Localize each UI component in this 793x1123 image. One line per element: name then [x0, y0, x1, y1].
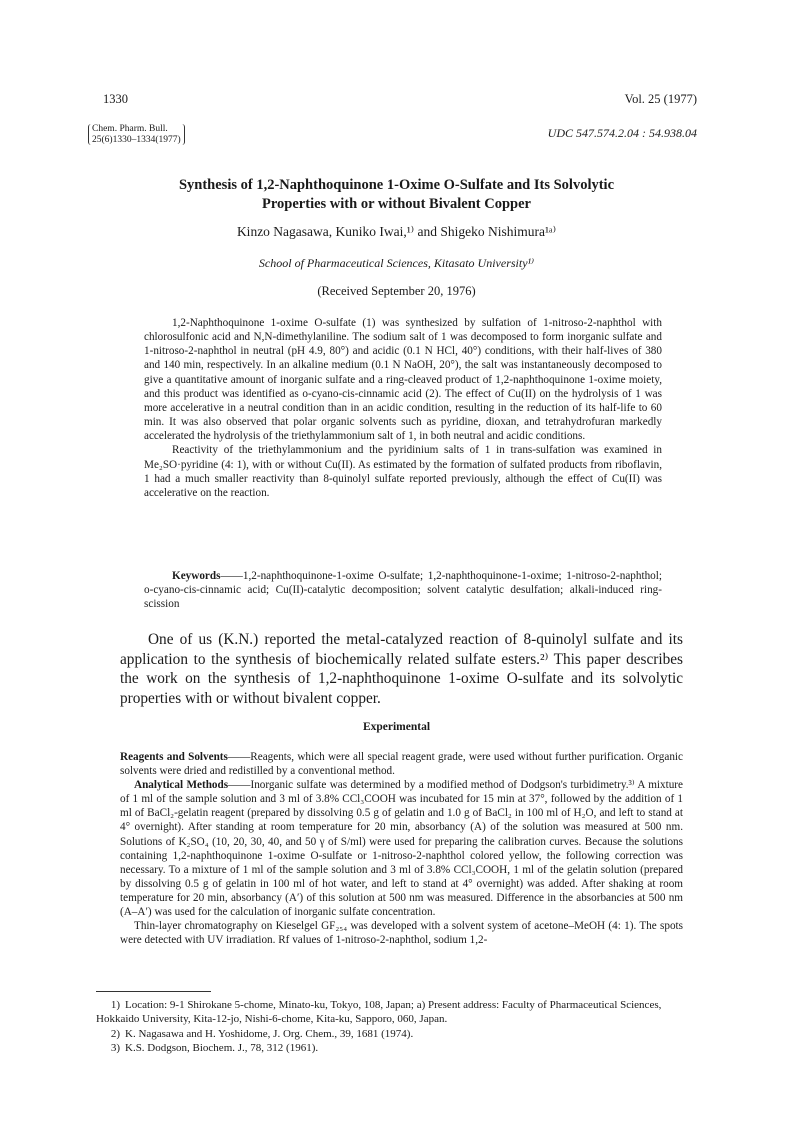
abstract: [144, 316, 662, 500]
volume-label: Vol. 25 (1977): [624, 92, 697, 106]
authors: Kinzo Nagasawa, Kuniko Iwai,¹⁾ and Shigeko Nishimura¹ᵃ⁾: [236, 224, 557, 239]
abstract-paragraph-2: Reactivity of the triethylammonium and the pyridinium salts of 1 in trans-sulfation was examined in Me₂SO·pyridine (4: 1), with or without Cu(II). As estimated by the formation of sulfated products from riboflavin, 1 had a much smaller reactivity than 8-quinolyl sulfate reported previously, although the effect of Cu(II) was accelerative on the reaction.: [144, 444, 662, 499]
section-heading-experimental: Experimental: [362, 721, 431, 733]
udc-code: UDC 547.574.2.04 : 54.938.04: [547, 126, 697, 140]
article-title: [110, 176, 683, 214]
keywords-list: ——1,2-naphthoquinone-1-oxime O-sulfate; 1,2-naphthoquinone-1-oxime; 1-nitroso-2-naphthol; o-cyano-cis-cinnamic acid; Cu(II)-catalytic decomposition; solvent catalytic desulfation; alkali-induced ring-scission: [144, 570, 662, 611]
footnote-text: K. Nagasawa and H. Yoshidome, J. Org. Chem., 39, 1681 (1974).: [125, 1027, 414, 1040]
footnote-text: K.S. Dodgson, Biochem. J., 78, 312 (1961).: [125, 1041, 319, 1054]
keywords-label: Keywords: [172, 570, 221, 582]
introduction: One of us (K.N.) reported the metal-catalyzed reaction of 8-quinolyl sulfate and its application to the synthesis of biochemically related sulfate esters.²⁾ This paper describes the work on the synthesis of 1,2-naphthoquinone 1-oxime O-sulfate and its solvolytic properties with or without bivalent copper.: [120, 631, 683, 707]
received-date: (Received September 20, 1976): [317, 284, 476, 298]
footnote-number: 2): [110, 1027, 120, 1040]
footnote-number: 3): [110, 1041, 120, 1054]
analytical-label: Analytical Methods: [134, 779, 229, 792]
footnote-divider: [96, 991, 211, 992]
reagents-label: Reagents and Solvents: [120, 751, 228, 763]
reagents-text: ——Reagents, which were all special reagent grade, were used without further purification. Organic solvents were dried and redistilled by a conventional method.: [120, 751, 683, 778]
affiliation: School of Pharmaceutical Sciences, Kitasato University¹⁾: [258, 256, 535, 270]
footnote-3: [96, 1041, 696, 1055]
footnote-text: Location: 9-1 Shirokane 5-chome, Minato-ku, Tokyo, 108, Japan; a) Present address: Faculty of Pharmaceutical Sciences, Hokkaido University, Kita-12-jo, Nishi-6-chome, Kita-ku, Sapporo, 060, Japan.: [96, 999, 662, 1026]
footnote-number: 1): [110, 999, 120, 1011]
analytical-text: ——Inorganic sulfate was determined by a modified method of Dodgson's turbidimetry.³⁾ A mixture of 1 ml of the sample solution and 3 ml of 3.8% CCl₃COOH was incubated for 15 min at 37°, followed by the addition of 1 ml of BaCl₂-gelatin reagent (prepared by dissolving 0.5 g of gelatin and 1.0 g of BaCl₂ in 100 ml of H₂O, and left to stand at 4° overnight). After standing at room temperature for 20 min, absorbancy (A) of the solution was measured at 500 nm. Solutions of K₂SO₄ (10, 20, 30, 40, and 50 γ of S/ml) were used for preparing the calibration curves. Because the solutions containing 1,2-naphthoquinone 1-oxime O-sulfate or 1-nitroso-2-naphthol colored yellow, the following correction was necessary. To a mixture of 1 ml of the sample solution and 3 ml of 3.8% CCl₃COOH, 1 ml of the gelatin solution (prepared by dissolving 0.5 g of gelatin in 100 ml of hot water, and left to stand at 4° overnight) was added. After shaking at room temperature for 20 min, absorbancy (A′) of this solution at 500 nm was measured. Difference in the absorbancies at 500 nm (A–A′) was used for the calculation of inorganic sulfate concentration.: [120, 779, 683, 919]
footnote-2: [96, 1027, 696, 1041]
journal-reference: [88, 124, 185, 145]
abstract-paragraph-1: 1,2-Naphthoquinone 1-oxime O-sulfate (1) was synthesized by sulfation of 1-nitroso-2-naphthol with chlorosulfonic acid and N,N-dimethylaniline. The sodium salt of 1 was decomposed to form inorganic sulfate and 1-nitroso-2-naphthol in neutral (pH 4.9, 80°) and acidic (0.1 N HCl, 40°) conditions, with their half-lives of 380 and 140 min, respectively. In an alkaline medium (0.1 N NaOH, 20°), the salt was instantaneously decomposed to give a quantitative amount of inorganic sulfate and a ring-cleaved product of 1,2-naphthoquinone 1-oxime moiety, and this product was identified as o-cyano-cis-cinnamic acid (2). The effect of Cu(II) on the hydrolysis of 1 was more accelerative in a neutral condition than in an acidic condition, resulting in the reduction of its half-life to 60 min. It was also observed that polar organic solvents such as pyridine, dioxan, and tetrahydrofuran markedly accelerated the hydrolysis of the triethylammonium salt of 1, in both neutral and acidic conditions.: [144, 317, 662, 443]
footnotes: [96, 998, 696, 1055]
page-number: 1330: [103, 92, 128, 106]
journal-ref-line1: Chem. Pharm. Bull.: [92, 124, 168, 134]
title-line1: Synthesis of 1,2-Naphthoquinone 1-Oxime O-Sulfate and Its Solvolytic: [178, 177, 615, 193]
footnote-1: [96, 998, 696, 1027]
analytical-paragraph: [120, 778, 683, 919]
tlc-paragraph: Thin-layer chromatography on Kieselgel GF₂₅₄ was developed with a solvent system of acetone–MeOH (4: 1). The spots were detected with UV irradiation. Rf values of 1-nitroso-2-naphthol, sodium 1,2-: [120, 920, 683, 947]
title-line2: Properties with or without Bivalent Copper: [262, 196, 531, 212]
keywords: [144, 569, 662, 611]
reagents-paragraph: [120, 750, 683, 778]
experimental-body: [120, 750, 683, 947]
journal-ref-line2: 25(6)1330–1334(1977): [92, 134, 181, 145]
